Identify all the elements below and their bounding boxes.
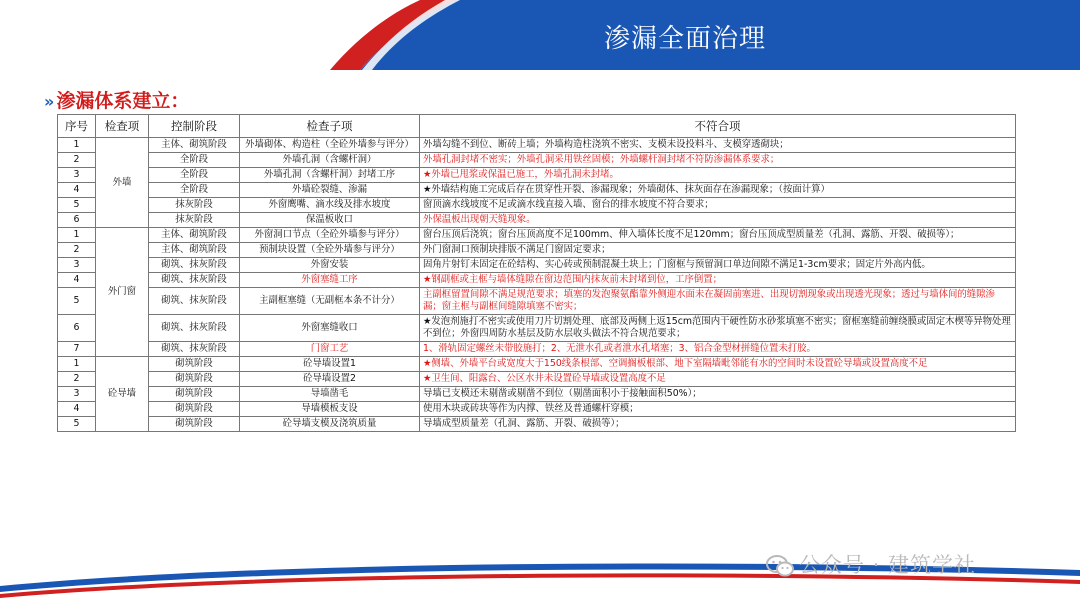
row-number: 5 <box>58 288 96 315</box>
check-subitem: 砼导墙设置2 <box>240 372 420 387</box>
row-number: 3 <box>58 258 96 273</box>
section-marker: » <box>44 92 55 111</box>
row-number: 1 <box>58 138 96 153</box>
nonconformity: 导墙已支模还未剔凿或剔凿不到位（剔凿面积小于接触面积50%）； <box>420 387 1016 402</box>
check-item: 砼导墙 <box>96 357 149 432</box>
nonconformity: ★卫生间、阳露台、公区水井未设置砼导墙或设置高度不足 <box>420 372 1016 387</box>
nonconformity: ★侧墙、外墙平台或宽度大于150线条根部、空调搁板根部、地下室隔墙毗邻能有水的空间时未设置砼导墙或设置高度不足 <box>420 357 1016 372</box>
row-number: 5 <box>58 417 96 432</box>
check-subitem: 外窗安装 <box>240 258 420 273</box>
nonconformity: 外保温板出现朝天缝现象。 <box>420 213 1016 228</box>
control-stage: 抹灰阶段 <box>149 198 240 213</box>
nonconformity: ★外墙结构施工完成后存在贯穿性开裂、渗漏现象；外墙砌体、抹灰面存在渗漏现象；（按面计算） <box>420 183 1016 198</box>
table-row <box>58 243 1016 258</box>
table-row <box>58 402 1016 417</box>
row-number: 6 <box>58 213 96 228</box>
table-row <box>58 213 1016 228</box>
check-item: 外墙 <box>96 138 149 228</box>
control-stage: 砌筑、抹灰阶段 <box>149 315 240 342</box>
row-number: 5 <box>58 198 96 213</box>
header-stage: 控制阶段 <box>149 115 240 138</box>
control-stage: 砌筑、抹灰阶段 <box>149 273 240 288</box>
control-stage: 全阶段 <box>149 168 240 183</box>
row-number: 2 <box>58 372 96 387</box>
control-stage: 主体、砌筑阶段 <box>149 228 240 243</box>
check-subitem: 预制块设置（全砼外墙参与评分） <box>240 243 420 258</box>
control-stage: 砌筑阶段 <box>149 372 240 387</box>
table-row <box>58 138 1016 153</box>
table-row <box>58 168 1016 183</box>
check-subitem: 主副框塞缝（无副框本条不计分） <box>240 288 420 315</box>
nonconformity: 窗顶滴水线坡度不足或滴水线直接入墙、窗台的排水坡度不符合要求； <box>420 198 1016 213</box>
control-stage: 全阶段 <box>149 153 240 168</box>
table-row <box>58 342 1016 357</box>
check-subitem: 外窗塞缝收口 <box>240 315 420 342</box>
check-subitem: 导墙凿毛 <box>240 387 420 402</box>
table-row <box>58 183 1016 198</box>
table-row <box>58 288 1016 315</box>
leak-check-table <box>57 114 1016 432</box>
nonconformity: 窗台压顶后浇筑；窗台压顶高度不足100mm、伸入墙体长度不足120mm；窗台压顶成型质量差（孔洞、露筋、开裂、破损等）； <box>420 228 1016 243</box>
control-stage: 抹灰阶段 <box>149 213 240 228</box>
watermark-text: 公众号 · 建筑学社 <box>799 553 977 577</box>
check-subitem: 外墙孔洞（含螺杆洞）封堵工序 <box>240 168 420 183</box>
nonconformity: ★发泡剂施打不密实或使用刀片切割处理、底部及两侧上返15cm范围内干硬性防水砂浆填塞不密实；窗框塞缝前缠绕膜或固定木楔等异物处理不到位；外窗四周防水基层及防水层收头做法不符合规范要求； <box>420 315 1016 342</box>
control-stage: 砌筑、抹灰阶段 <box>149 258 240 273</box>
check-subitem: 外墙砌体、构造柱（全砼外墙参与评分） <box>240 138 420 153</box>
check-subitem: 门窗工艺 <box>240 342 420 357</box>
row-number: 2 <box>58 153 96 168</box>
check-subitem: 导墙模板支设 <box>240 402 420 417</box>
watermark <box>765 551 976 579</box>
table-row <box>58 153 1016 168</box>
control-stage: 砌筑阶段 <box>149 402 240 417</box>
control-stage: 主体、砌筑阶段 <box>149 243 240 258</box>
table-row <box>58 198 1016 213</box>
nonconformity: 主副框留置间隙不满足规范要求；填塞的发泡聚氨酯靠外侧迎水面未在凝固前塞进、出现切割现象或出现透光现象；透过与墙体间的缝隙渗漏；窗主框与副框间缝隙填塞不密实； <box>420 288 1016 315</box>
row-number: 1 <box>58 228 96 243</box>
control-stage: 全阶段 <box>149 183 240 198</box>
row-number: 4 <box>58 183 96 198</box>
wechat-icon <box>765 554 795 578</box>
check-subitem: 外墙砼裂缝、渗漏 <box>240 183 420 198</box>
nonconformity: 外墙孔洞封堵不密实；外墙孔洞采用铁丝固模；外墙螺杆洞封堵不符防渗漏体系要求； <box>420 153 1016 168</box>
check-subitem: 砼导墙支模及浇筑质量 <box>240 417 420 432</box>
row-number: 2 <box>58 243 96 258</box>
control-stage: 砌筑阶段 <box>149 357 240 372</box>
nonconformity: 外门窗洞口预制块排版不满足门窗固定要求； <box>420 243 1016 258</box>
control-stage: 主体、砌筑阶段 <box>149 138 240 153</box>
control-stage: 砌筑、抹灰阶段 <box>149 288 240 315</box>
check-subitem: 砼导墙设置1 <box>240 357 420 372</box>
table-row <box>58 387 1016 402</box>
row-number: 7 <box>58 342 96 357</box>
nonconformity: 导墙成型质量差（孔洞、露筋、开裂、破损等）； <box>420 417 1016 432</box>
row-number: 4 <box>58 273 96 288</box>
row-number: 3 <box>58 168 96 183</box>
nonconformity: 外墙勾缝不到位、断砖上墙；外墙构造柱浇筑不密实、支模未设投料斗、支模穿透砌块； <box>420 138 1016 153</box>
nonconformity: 固角片射钉未固定在砼结构、实心砖或预制混凝土块上；门窗框与预留洞口单边间隙不满足1-3cm要求；固定片外高内低。 <box>420 258 1016 273</box>
check-subitem: 外窗洞口节点（全砼外墙参与评分） <box>240 228 420 243</box>
nonconformity: ★钢副框或主框与墙体缝隙在窗边范围内抹灰前未封堵到位，工序倒置； <box>420 273 1016 288</box>
control-stage: 砌筑、抹灰阶段 <box>149 342 240 357</box>
check-subitem: 外窗鹰嘴、滴水线及排水坡度 <box>240 198 420 213</box>
table-row <box>58 258 1016 273</box>
page-title: 渗漏全面治理 <box>603 24 766 54</box>
table-row <box>58 273 1016 288</box>
row-number: 4 <box>58 402 96 417</box>
section-title: 渗漏体系建立： <box>56 90 190 112</box>
row-number: 3 <box>58 387 96 402</box>
table-body <box>58 138 1016 432</box>
control-stage: 砌筑阶段 <box>149 387 240 402</box>
table-row <box>58 357 1016 372</box>
section-heading <box>44 88 189 115</box>
header-item: 检查项 <box>96 115 149 138</box>
header-sub: 检查子项 <box>240 115 420 138</box>
check-subitem: 外墙孔洞（含螺杆洞） <box>240 153 420 168</box>
row-number: 1 <box>58 357 96 372</box>
check-subitem: 外窗塞缝工序 <box>240 273 420 288</box>
nonconformity: ★外墙已甩浆或保温已施工，外墙孔洞未封堵。 <box>420 168 1016 183</box>
table-row <box>58 372 1016 387</box>
check-item: 外门窗 <box>96 228 149 357</box>
table-row <box>58 228 1016 243</box>
control-stage: 砌筑阶段 <box>149 417 240 432</box>
nonconformity: 使用木块或砖块等作为内撑、铁丝及普通螺杆穿模； <box>420 402 1016 417</box>
table-header-row <box>58 115 1016 138</box>
table-row <box>58 417 1016 432</box>
nonconformity: 1、滑轨固定螺丝未带胶施打；2、无泄水孔或者泄水孔堵塞；3、铝合金型材拼缝位置未打胶。 <box>420 342 1016 357</box>
check-subitem: 保温板收口 <box>240 213 420 228</box>
row-number: 6 <box>58 315 96 342</box>
header-issue: 不符合项 <box>420 115 1016 138</box>
header-no: 序号 <box>58 115 96 138</box>
table-row <box>58 315 1016 342</box>
